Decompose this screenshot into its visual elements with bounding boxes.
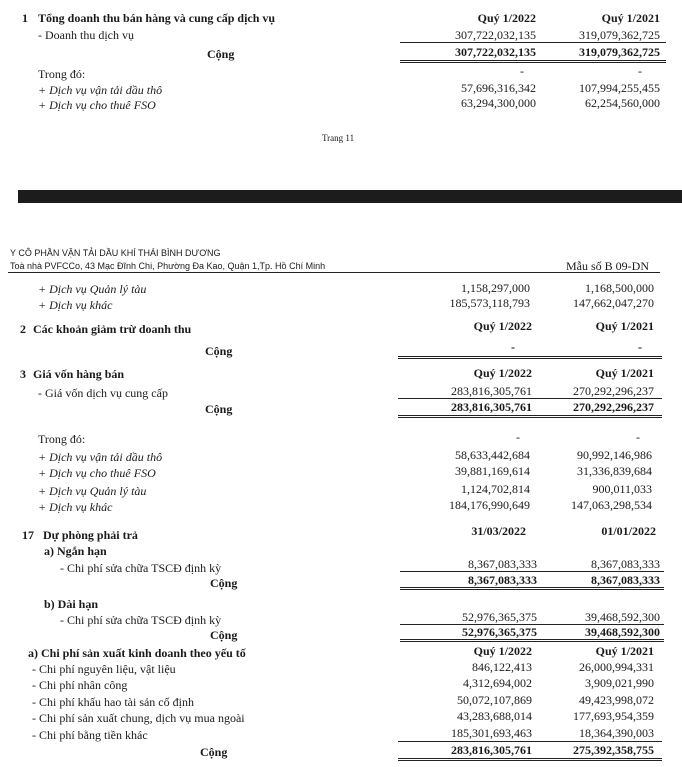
row-label: - Chi phí sửa chữa TSCĐ định kỳ — [60, 561, 222, 575]
total-value-q1-2021: 319,079,362,725 — [579, 45, 660, 59]
form-number: Mẫu số B 09-DN — [566, 259, 649, 273]
row-label: + Dịch vụ Quản lý tàu — [38, 282, 147, 296]
trong-do-label: Trong đó: — [38, 432, 86, 446]
column-header: Quý 1/2022 — [473, 319, 532, 333]
row-value: 39,468,592,300 — [585, 610, 660, 624]
column-header-q1-2022: Quý 1/2022 — [477, 11, 536, 25]
sub-row-value: 900,011,033 — [592, 482, 652, 496]
page-number: Trang 11 — [322, 133, 355, 143]
row-label: + Dịch vụ khác — [38, 298, 113, 312]
total-label: Cộng — [200, 745, 228, 759]
double-underline-bottom — [400, 589, 664, 590]
double-underline-top — [398, 758, 662, 759]
total-label: Cộng — [205, 344, 233, 358]
double-underline-top — [398, 356, 662, 357]
company-name: Y CÔ PHẦN VẬN TẢI DẦU KHÍ THÁI BÌNH DƯƠNG — [10, 248, 221, 258]
total-value: 270,292,296,237 — [573, 400, 654, 414]
company-address: Toà nhà PVFCCo, 43 Mạc Đĩnh Chi, Phường Đa Kao, Quận 1,Tp. Hồ Chí Minh — [10, 261, 326, 271]
total-value: 52,976,365,375 — [462, 625, 537, 639]
row-label: - Chi phí sửa chữa TSCĐ định kỳ — [60, 613, 222, 627]
sub-row-value: 1,124,702,814 — [461, 482, 530, 496]
double-underline-top — [400, 60, 666, 61]
total-label: Cộng — [210, 576, 238, 590]
trong-do-label: Trong đó: — [38, 67, 86, 81]
sub-row-value: 147,063,298,534 — [571, 498, 652, 512]
section-title: Giá vốn hàng bán — [33, 367, 125, 381]
row-value: 283,816,305,761 — [451, 384, 532, 398]
sub-row-value: 62,254,560,000 — [585, 96, 660, 110]
sub-row-value: 58,633,442,684 — [455, 448, 530, 462]
total-value: - — [638, 340, 642, 354]
double-underline-top — [398, 415, 662, 416]
section-title: a) Chi phí sản xuất kinh doanh theo yếu tố — [28, 646, 246, 660]
header-rule — [8, 272, 660, 273]
column-header: Quý 1/2021 — [595, 644, 654, 658]
row-value: 26,000,994,331 — [579, 660, 654, 674]
subsection-title: b) Dài hạn — [44, 597, 99, 611]
sub-row-value: 90,992,146,986 — [577, 448, 652, 462]
double-underline-top — [400, 587, 664, 588]
section-number: 2 — [20, 322, 26, 336]
row-value: 1,158,297,000 — [461, 281, 530, 295]
row-value: 49,423,998,072 — [579, 693, 654, 707]
row-value: 1,168,500,000 — [585, 281, 654, 295]
row-label: - Chi phí nguyên liệu, vật liệu — [32, 662, 176, 676]
column-header: Quý 1/2022 — [473, 644, 532, 658]
divider — [398, 741, 662, 742]
double-underline-bottom — [398, 760, 662, 761]
sub-row-label: + Dịch vụ Quản lý tàu — [38, 484, 147, 498]
column-header-q1-2021: Quý 1/2021 — [601, 11, 660, 25]
section-title: Các khoản giảm trừ doanh thu — [33, 322, 192, 336]
row-value: 43,283,688,014 — [457, 709, 532, 723]
total-label: Cộng — [205, 402, 233, 416]
row-label: - Chi phí sản xuất chung, dịch vụ mua ngoài — [32, 711, 245, 725]
row-label: - Chi phí bằng tiền khác — [32, 728, 148, 742]
sub-row-value: 31,336,839,684 — [577, 464, 652, 478]
page-separator — [18, 190, 682, 203]
row-label: - Giá vốn dịch vụ cung cấp — [38, 386, 168, 400]
column-header: Quý 1/2022 — [473, 366, 532, 380]
total-value: 283,816,305,761 — [451, 400, 532, 414]
sub-row-value: 57,696,316,342 — [461, 81, 536, 95]
sub-row-label: + Dịch vụ cho thuê FSO — [38, 98, 156, 112]
sub-row-value: 184,176,990,649 — [449, 498, 530, 512]
double-underline-bottom — [400, 62, 666, 63]
section-number: 1 — [22, 11, 28, 25]
row-value: 147,662,047,270 — [573, 296, 654, 310]
row-value: 846,122,413 — [472, 660, 532, 674]
total-label: Cộng — [207, 47, 235, 61]
row-value: 52,976,365,375 — [462, 610, 537, 624]
row-value: 185,573,118,793 — [449, 296, 530, 310]
total-value: 8,367,083,333 — [591, 573, 660, 587]
row-label: - Chi phí nhân công — [32, 678, 128, 692]
row-label: - Chi phí khấu hao tài sản cố định — [32, 695, 194, 709]
double-underline-top — [400, 639, 664, 640]
row-value: 185,301,693,463 — [451, 726, 532, 740]
section-title: Tổng doanh thu bán hàng và cung cấp dịch vụ — [38, 11, 276, 25]
divider — [398, 398, 662, 399]
dash-value: - — [520, 64, 524, 78]
sub-row-value: 63,294,300,000 — [461, 96, 536, 110]
total-value: 39,468,592,300 — [585, 625, 660, 639]
double-underline-bottom — [400, 641, 664, 642]
row-value: 18,364,390,003 — [579, 726, 654, 740]
sub-row-value: 39,881,169,614 — [455, 464, 530, 478]
double-underline-bottom — [398, 358, 662, 359]
sub-row-label: + Dịch vụ vận tải dầu thô — [38, 450, 163, 464]
row-value: 3,909,021,990 — [585, 676, 654, 690]
row-value: 8,367,083,333 — [591, 557, 660, 571]
subsection-title: a) Ngắn hạn — [44, 544, 107, 558]
column-header-date: 31/03/2022 — [471, 524, 526, 538]
row-value-q1-2022: 307,722,032,135 — [455, 28, 536, 42]
row-value: 4,312,694,002 — [463, 676, 532, 690]
dash-value: - — [516, 430, 520, 444]
section-number: 17 — [22, 528, 34, 542]
total-value-q1-2022: 307,722,032,135 — [455, 45, 536, 59]
total-value: 283,816,305,761 — [451, 743, 532, 757]
dash-value: - — [636, 430, 640, 444]
total-value: 275,392,358,755 — [573, 743, 654, 757]
sub-row-label: + Dịch vụ cho thuê FSO — [38, 466, 156, 480]
sub-row-label: + Dịch vụ khác — [38, 500, 113, 514]
row-label: - Doanh thu dịch vụ — [38, 28, 134, 42]
row-value: 8,367,083,333 — [468, 557, 537, 571]
row-value: 270,292,296,237 — [573, 384, 654, 398]
divider — [400, 42, 666, 43]
sub-row-label: + Dịch vụ vận tải dầu thô — [38, 83, 163, 97]
double-underline-bottom — [398, 417, 662, 418]
divider — [400, 571, 664, 572]
row-value-q1-2021: 319,079,362,725 — [579, 28, 660, 42]
row-value: 177,693,954,359 — [573, 709, 654, 723]
column-header: Quý 1/2021 — [595, 319, 654, 333]
column-header-date: 01/01/2022 — [601, 524, 656, 538]
row-value: 50,072,107,869 — [457, 693, 532, 707]
column-header: Quý 1/2021 — [595, 366, 654, 380]
total-value: - — [511, 340, 515, 354]
total-label: Cộng — [210, 628, 238, 642]
dash-value: - — [638, 64, 642, 78]
section-title: Dự phòng phải trả — [43, 528, 138, 542]
sub-row-value: 107,994,255,455 — [579, 81, 660, 95]
total-value: 8,367,083,333 — [468, 573, 537, 587]
section-number: 3 — [20, 367, 26, 381]
